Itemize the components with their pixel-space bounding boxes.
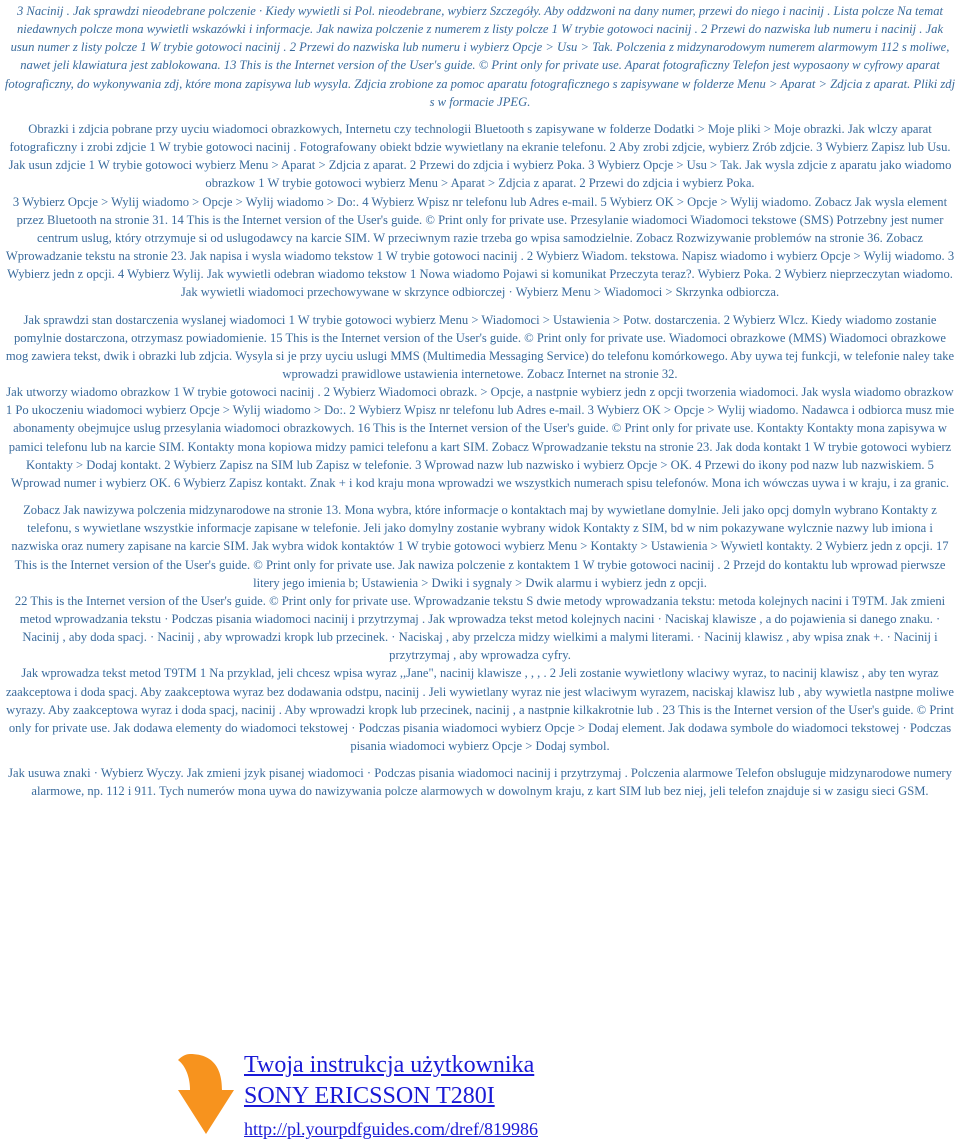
- paragraph-emergency: Jak usuwa znaki · Wybierz Wyczy. Jak zmieni jzyk pisanej wiadomoci · Podczas pisania wiadomoci nacinij i przytrzymaj . Polczenia alarmowe Telefon obsluguje midzynarodowe numery alarmowe, np. 112 i 911. Tych numerów mona uywa do nawizywania polcze alarmowych w dowolnym kraju, z kart SIM lub bez niej, jeli telefon znajduje si w zasigu sieci GSM.: [8, 766, 952, 799]
- paragraph-t9: Jak wprowadza tekst metod T9TM 1 Na przyklad, jeli chcesz wpisa wyraz ,,Jane", nacinij klawisze , , , . 2 Jeli zostanie wywietlony wlaciwy wyraz, to nacinij klawisz , aby ten wyraz zaakceptowa i doda spacj. Aby zaakceptowa wyraz bez dodawania odstpu, nacinij . Jeli wywietlany wyraz nie jest wlaciwym wyrazem, naciskaj klawisz lub , aby wywietla nastpne moliwe wyrazy. Aby zaakceptowa wyraz i doda spacj, nacinij . Aby wprowadzi kropk lub przecinek, nacinij , a nastpnie kilkakrotnie lub . 23 This is the Internet version of the User's guide. © Print only for private use. Jak dodawa elementy do wiadomoci tekstowej · Podczas pisania wiadomoci wybierz Opcje > Dodaj element. Jak dodawa symbole do wiadomoci tekstowej · Podczas pisania wiadomoci wybierz Opcje > Dodaj symbol.: [5, 666, 955, 754]
- paragraph-gap: [4, 111, 956, 120]
- paragraph-calls-camera: 3 Nacinij . Jak sprawdzi nieodebrane polczenie · Kiedy wywietli si Pol. nieodebrane, wybierz Szczegóły. Aby oddzwoni na dany numer, przewi do niego i nacinij . Lista polcze Na temat niedawnych polcze mona wywietli wskazówki i informacje. Jak nawiza polczenie z numerem z listy polcze 1 W trybie gotowoci nacinij . 2 Przewi do nazwiska lub numeru i nacinij . Jak usun numer z listy polcze 1 W trybie gotowoci nacinij . 2 Przewi do nazwiska lub numeru i wybierz Opcje > Usu > Tak. Polczenia z midzynarodowym numerem alarmowym 112 s moliwe, nawet jeli klawiatura jest zablokowana. 13 This is the Internet version of the User's guide. © Print only for private use. Aparat fotograficzny Telefon jest wyposaony w cyfrowy aparat fotograficzny, do wykonywania zdj, które mona zapisywa lub wysyla. Zdjcia zrobione za pomoc aparatu fotograficznego s zapisywane w folderze Menu > Aparat > Zdjcia z aparat. Pliki zdj s w formacie JPEG.: [4, 4, 956, 109]
- download-footer: [176, 1050, 776, 1142]
- paragraph-delivery-mms: Jak sprawdzi stan dostarczenia wyslanej wiadomoci 1 W trybie gotowoci wybierz Menu > Wiadomoci > Ustawienia > Potw. dostarczenia. 2 Wybierz Wlcz. Kiedy wiadomo zostanie pomylnie dostarczona, otrzymasz powiadomienie. 15 This is the Internet version of the User's guide. © Print only for private use. Wiadomoci obrazkowe (MMS) Wiadomoci obrazkowe mog zawiera tekst, dwik i obrazki lub zdjcia. Wysyla si je przy uyciu uslugi MMS (Multimedia Messaging Service) do telefonu komórkowego. Aby uywa tej funkcji, w telefonie naley take wprowadzi prawidlowe ustawienia internetowe. Zobacz Internet na stronie 32.: [5, 312, 955, 381]
- paragraph-messages: 3 Wybierz Opcje > Wylij wiadomo > Opcje > Wylij wiadomo > Do:. 4 Wybierz Wpisz nr telefonu lub Adres e-mail. 5 Wybierz OK > Opcje > Wylij wiadomo. Zobacz Jak wysla element przez Bluetooth na stronie 31. 14 This is the Internet version of the User's guide. © Print only for private use. Przesylanie wiadomoci Wiadomoci tekstowe (SMS) Potrzebny jest numer centrum uslug, który otrzymuje si od uslugodawcy na karcie SIM. W przeciwnym razie trzeba go wpisa samodzielnie. Zobacz Rozwizywanie problemów na stronie 36. Zobacz Wprowadzanie tekstu na stronie 23. Jak napisa i wysla wiadomo tekstow 1 W trybie gotowoci nacinij . 2 Wybierz Wiadom. tekstowa. Napisz wiadomo i wybierz Opcje > Wylij wiadomo. 3 Wybierz jedn z opcji. 4 Wybierz Wylij. Jak wywietli odebran wiadomo tekstow 1 Nowa wiadomo Pojawi si komunikat Przeczyta teraz?. Wybierz Poka. 2 Wybierz nieprzeczytan wiadomo. Jak wywietli wiadomoci przechowywane w skrzynce odbiorczej · Wybierz Menu > Wiadomoci > Skrzynka odbiorcza.: [5, 194, 955, 300]
- paragraph-international-contacts: Zobacz Jak nawizywa polczenia midzynarodowe na stronie 13. Mona wybra, które informacje o kontaktach maj by wywietlane domylnie. Jeli jako opcj domyln wybrano Kontakty z telefonu, s wywietlane wszystkie informacje zapisane w telefonie. Jeli jako domylny zostanie wybrany widok Kontakty z SIM, bd w nim pokazywane wylcznie nazwy lub imiona i nazwiska oraz numery zapisane na karcie SIM. Jak wybra widok kontaktów 1 W trybie gotowoci wybierz Menu > Kontakty > Ustawienia > Wywietl kontakty. 2 Wybierz jedn z opcji. 17 This is the Internet version of the User's guide. © Print only for private use. Jak nawiza polczenie z kontaktem 1 W trybie gotowoci nacinij . 2 Przejd do kontaktu lub wprowad pierwsze litery jego imienia b; Ustawienia > Dwiki i sygnaly > Dwik alarmu i wybierz jedn z opcji.: [11, 503, 949, 590]
- arrow-logo-icon: [176, 1052, 236, 1136]
- manual-title-link[interactable]: Twoja instrukcja użytkownika: [244, 1052, 535, 1078]
- paragraph-gap: [4, 755, 956, 764]
- model-link[interactable]: SONY ERICSSON T280I: [244, 1083, 495, 1109]
- paragraph-text-input: 22 This is the Internet version of the User's guide. © Print only for private use. Wprowadzanie tekstu S dwie metody wprowadzania tekstu: metoda kolejnych nacini i T9TM. Jak zmieni metod wprowadzania tekstu · Podczas pisania wiadomoci nacinij i przytrzymaj . Jak wprowadza tekst metod kolejnych nacini · Naciskaj klawisze , a do pojawienia si danego znaku. · Nacinij , aby doda spacj. · Nacinij , aby wprowadzi kropk lub przecinek. · Naciskaj , aby przelcza midzy wielkimi a malymi literami. · Nacinij klawisz , aby wpisa znak +. · Nacinij i przytrzymaj , aby wprowadza cyfry.: [14, 593, 946, 663]
- footer-links: [244, 1050, 538, 1142]
- paragraph-gap: [4, 302, 956, 311]
- guide-url-link[interactable]: http://pl.yourpdfguides.com/dref/819986: [244, 1119, 538, 1139]
- paragraph-gap: [4, 492, 956, 501]
- paragraph-picture-message-contacts: Jak utworzy wiadomo obrazkow 1 W trybie gotowoci nacinij . 2 Wybierz Wiadomoci obrazk. > Opcje, a nastpnie wybierz jedn z opcji tworzenia wiadomoci. Jak wysla wiadomo obrazkow 1 Po ukoczeniu wiadomoci wybierz Opcje > Wylij wiadomo > Do:. 2 Wybierz Wpisz nr telefonu lub Adres e-mail. 3 Wybierz OK > Opcje > Wylij wiadomo. Nadawca i odbiorca musz mie abonamenty obejmujce uslug przesylania wiadomoci obrazkowych. 16 This is the Internet version of the User's guide. © Print only for private use. Kontakty Kontakty mona zapisywa w pamici telefonu lub na karcie SIM. Kontakty mona kopiowa midzy pamici telefonu a kart SIM. Zobacz Wprowadzanie tekstu na stronie 23. Jak doda kontakt 1 W trybie gotowoci wybierz Kontakty > Dodaj kontakt. 2 Wybierz Zapisz na SIM lub Zapisz w telefonie. 3 Wprowad nazw lub nazwisko i wybierz Opcje > OK. 4 Przewi do ikony pod nazw lub nazwiskiem. 5 Wprowad numer i wybierz OK. 6 Wybierz Zapisz kontakt. Znak + i kod kraju mona wprowadzi we wszystkich numerach spisu telefonów. Mona ich wówczas uywa i w kraju, i za granic.: [5, 385, 955, 490]
- paragraph-pictures: Obrazki i zdjcia pobrane przy uyciu wiadomoci obrazkowych, Internetu czy technologii Bluetooth s zapisywane w folderze Dodatki > Moje pliki > Moje obrazki. Jak wlczy aparat fotograficzny i zrobi zdjcie 1 W trybie gotowoci nacinij . Fotografowany obiekt bdzie wywietlany na ekranie telefonu. 2 Aby zrobi zdjcie, wybierz Zrób zdjcie. 3 Wybierz Zapisz lub Usu. Jak usun zdjcie 1 W trybie gotowoci wybierz Menu > Aparat > Zdjcia z aparat. 2 Przewi do zdjcia i wybierz Poka. 3 Wybierz Opcje > Usu > Tak. Jak wysla zdjcie z aparatu jako wiadomo obrazkow 1 W trybie gotowoci wybierz Menu > Aparat > Zdjcia z aparat. 2 Przewi do zdjcia i wybierz Poka.: [8, 121, 952, 191]
- document-body: [4, 2, 956, 801]
